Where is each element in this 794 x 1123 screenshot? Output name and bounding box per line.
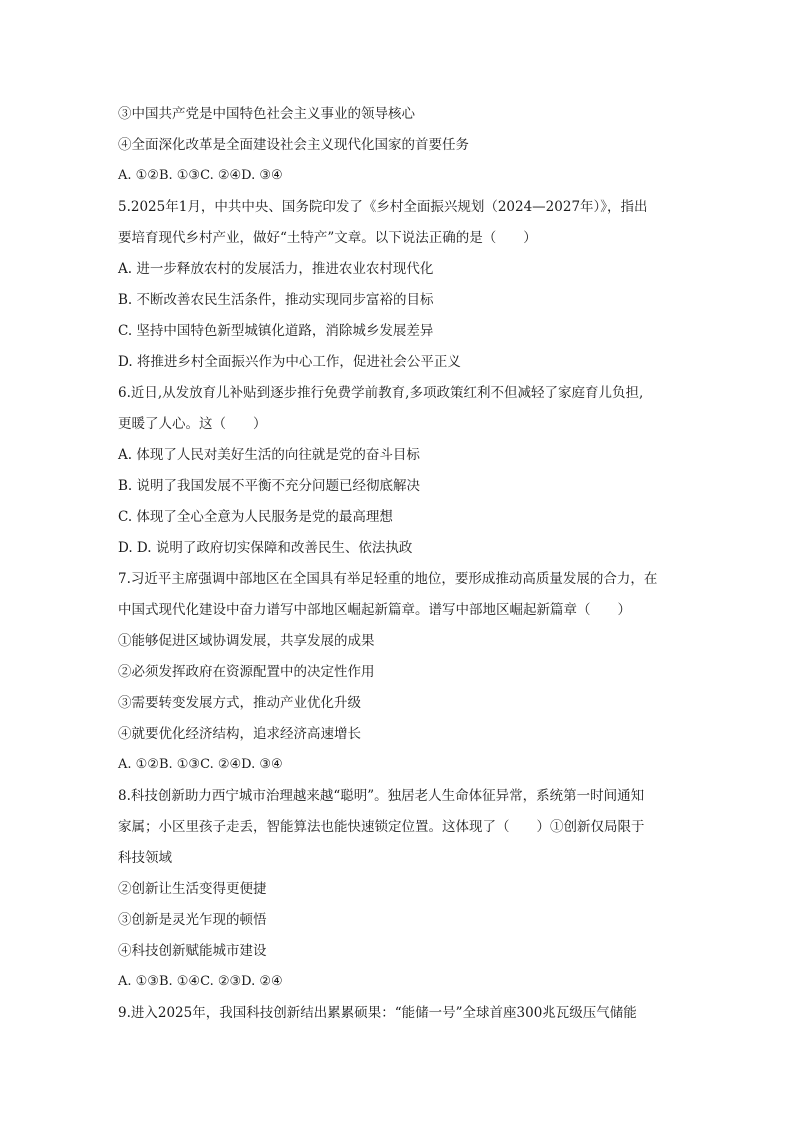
statement-2: ②必须发挥政府在资源配置中的决定性作用 [118, 664, 375, 680]
question-7-line: 7.习近平主席强调中部地区在全国具有举足轻重的地位，要形成推动高质量发展的合力，在 [118, 571, 658, 587]
option-c: C. 体现了全心全意为人民服务是党的最高理想 [118, 509, 393, 525]
question-5-line: 5.2025年1月，中共中央、国务院印发了《乡村全面振兴规划（2024—2027年）》，指出 [118, 199, 648, 215]
statement-4: ④就要优化经济结构，追求经济高速增长 [118, 726, 361, 742]
text-line: ③中国共产党是中国特色社会主义事业的领导核心 [118, 106, 415, 122]
option-d: D. 将推进乡村全面振兴作为中心工作，促进社会公平正义 [118, 354, 461, 370]
answer-options: A. ①②B. ①③C. ②④D. ③④ [118, 168, 283, 183]
question-8-line: 科技领域 [118, 850, 172, 866]
statement-3: ③需要转变发展方式，推动产业优化升级 [118, 695, 361, 711]
answer-options: A. ①②B. ①③C. ②④D. ③④ [118, 757, 283, 772]
question-6-line: 6.近日,从发放育儿补贴到逐步推行免费学前教育,多项政策红利不但减轻了家庭育儿负担, [118, 385, 644, 401]
question-9-line: 9.进入2025年，我国科技创新结出累累硕果：“能储一号”全球首座300兆瓦级压气储能 [118, 1005, 637, 1021]
option-c: C. 坚持中国特色新型城镇化道路，消除城乡发展差异 [118, 323, 434, 339]
question-7-line: 中国式现代化建设中奋力谱写中部地区崛起新篇章。谱写中部地区崛起新篇章（ ） [118, 602, 631, 618]
statement-2: ②创新让生活变得更便捷 [118, 881, 267, 897]
question-8-line: 8.科技创新助力西宁城市治理越来越“聪明”。独居老人生命体征异常，系统第一时间通知 [118, 788, 645, 804]
statement-1: ①能够促进区域协调发展，共享发展的成果 [118, 633, 375, 649]
statement-4: ④科技创新赋能城市建设 [118, 943, 267, 959]
option-b: B. 不断改善农民生活条件，推动实现同步富裕的目标 [118, 292, 434, 308]
option-a: A. 体现了人民对美好生活的向往就是党的奋斗目标 [118, 447, 420, 463]
option-a: A. 进一步释放农村的发展活力，推进农业农村现代化 [118, 261, 434, 277]
option-b: B. 说明了我国发展不平衡不充分问题已经彻底解决 [118, 478, 421, 494]
answer-options: A. ①③B. ①④C. ②③D. ②④ [118, 974, 283, 989]
question-8-line: 家属；小区里孩子走丢，智能算法也能快速锁定位置。这体现了（ ）①创新仅局限于 [118, 819, 645, 835]
statement-3: ③创新是灵光乍现的顿悟 [118, 912, 267, 928]
option-d: D. D. 说明了政府切实保障和改善民生、依法执政 [118, 540, 413, 556]
text-line: ④全面深化改革是全面建设社会主义现代化国家的首要任务 [118, 137, 469, 153]
question-5-line: 要培育现代乡村产业，做好“土特产”文章。以下说法正确的是（ ） [118, 230, 537, 246]
question-6-line: 更暖了人心。这（ ） [118, 416, 267, 432]
